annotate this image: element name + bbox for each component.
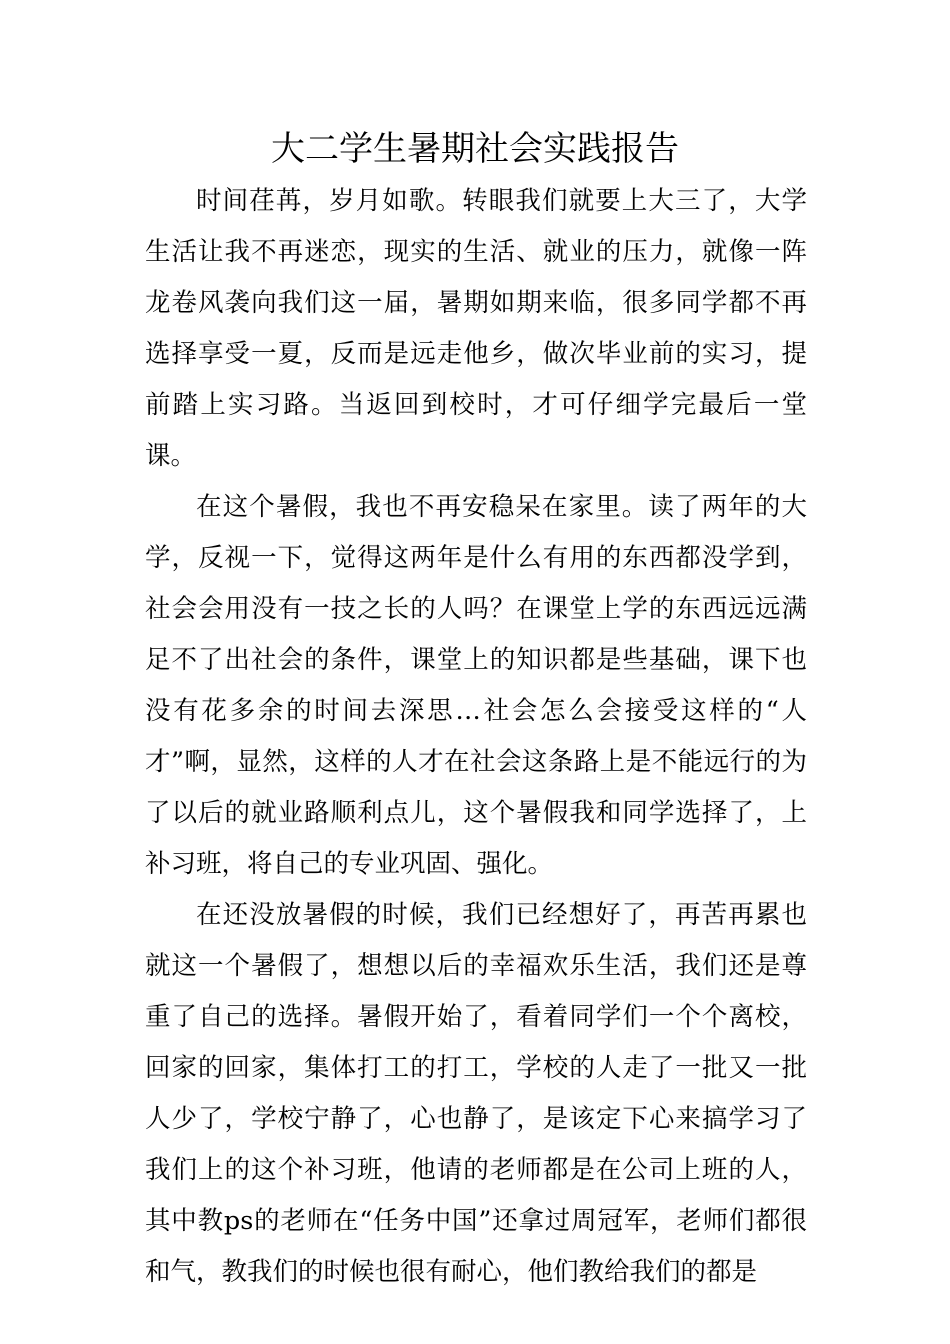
paragraph-2: 在这个暑假，我也不再安稳呆在家里。读了两年的大学，反视一下，觉得这两年是什么有用的东西都没学到，社会会用没有一技之长的人吗？在课堂上学的东西远远满足不了出社会的条件，课堂上的知识都是些基础，课下也没有花多余的时间去深思…社会怎么会接受这样的“人才”啊，显然，这样的人才在社会这条路上是不能远行的为了以后的就业路顺利点儿，这个暑假我和同学选择了，上补习班，将自己的专业巩固、强化。	[145, 492, 807, 879]
document-body	[145, 176, 807, 1298]
paragraph-3: 在还没放暑假的时候，我们已经想好了，再苦再累也就这一个暑假了，想想以后的幸福欢乐生活，我们还是尊重了自己的选择。暑假开始了，看着同学们一个个离校，回家的回家，集体打工的打工，学校的人走了一批又一批人少了，学校宁静了，心也静了，是该定下心来搞学习了我们上的这个补习班，他请的老师都是在公司上班的人，其中教ps的老师在“任务中国”还拿过周冠军，老师们都很和气，教我们的时候也很有耐心，他们教给我们的都是	[145, 900, 807, 1287]
document-title: 大二学生暑期社会实践报告	[271, 129, 679, 169]
paragraph-1: 时间荏苒，岁月如歌。转眼我们就要上大三了，大学生活让我不再迷恋，现实的生活、就业的压力，就像一阵龙卷风袭向我们这一届，暑期如期来临，很多同学都不再选择享受一夏，反而是远走他乡，做次毕业前的实习，提前踏上实习路。当返回到校时，才可仔细学完最后一堂课。	[145, 186, 807, 471]
